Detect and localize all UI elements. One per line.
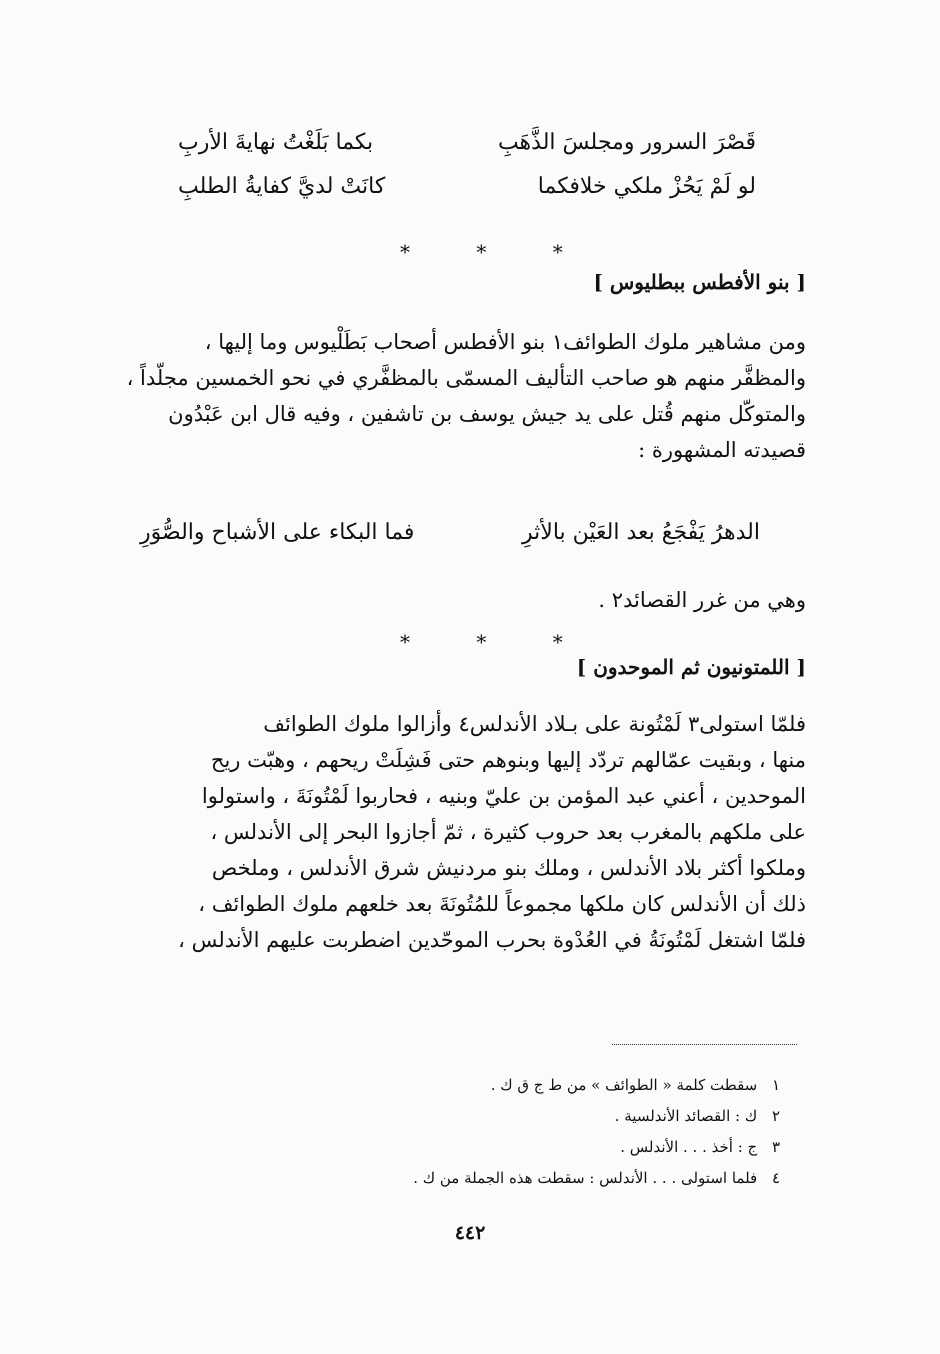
- verse-hemistich: فما البكاء على الأشباح والصُّوَرِ: [140, 520, 415, 545]
- footnote: [413, 1101, 780, 1132]
- verse-couplet: [140, 520, 760, 556]
- page-number: ٤٤٢: [454, 1222, 486, 1244]
- verse-hemistich: قَصْرَ السرور ومجلسَ الذَّهَبِ: [497, 130, 756, 155]
- section-separator: * * *: [400, 630, 593, 654]
- paragraph: [106, 706, 806, 958]
- footnote: [413, 1132, 780, 1163]
- paragraph-line: ذلك أن الأندلس كان ملكها مجموعاً للمُتُونَةَ بعد خلعهم ملوك الطوائف ،: [198, 892, 806, 916]
- paragraph: [106, 324, 806, 468]
- verse-hemistich: كانَتْ لديَّ كفايةُ الطلبِ: [178, 174, 386, 199]
- paragraph-line: على ملكهم بالمغرب بعد حروب كثيرة ، ثمّ أجازوا البحر إلى الأندلس ،: [210, 820, 806, 844]
- paragraph-line: وهي من غرر القصائد٢ .: [598, 588, 806, 612]
- paragraph-line: الموحدين ، أعني عبد المؤمن بن عليّ وبنيه ، فحاربوا لَمْتُونَةَ ، واستولوا: [201, 784, 806, 808]
- footnote-text: سقطت كلمة « الطوائف » من ط ج ق ك .: [490, 1076, 758, 1094]
- footnote-number: ٢: [771, 1107, 780, 1125]
- footnote-number: ٤: [771, 1169, 780, 1187]
- paragraph-line: فلمّا اشتغل لَمْتُونَةُ في العُدْوة بحرب الموحّدين اضطربت عليهم الأندلس ،: [178, 928, 806, 952]
- paragraph-line: قصيدته المشهورة :: [638, 438, 806, 462]
- footnotes: [413, 1070, 780, 1194]
- paragraph-line: والمتوكّل منهم قُتل على يد جيش يوسف بن تاشفين ، وفيه قال ابن عَبْدُون: [168, 402, 806, 426]
- paragraph-line: منها ، وبقيت عمّالهم تردّد إليها وبنوهم حتى فَشِلَتْ ريحهم ، وهبّت ريح: [210, 748, 806, 772]
- footnote-divider: [612, 1044, 797, 1045]
- verse-hemistich: بكما بَلَغْتُ نهايةَ الأربِ: [178, 130, 374, 155]
- paragraph-line: وملكوا أكثر بلاد الأندلس ، وملك بنو مردنيش شرق الأندلس ، وملخص: [211, 856, 806, 880]
- section-heading: [ اللمتونيون ثم الموحدون ]: [576, 655, 806, 679]
- footnote-text: فلما استولى . . . الأندلس : سقطت هذه الجملة من ك .: [413, 1169, 758, 1187]
- verse-hemistich: الدهرُ يَفْجَعُ بعد العَيْن بالأثرِ: [522, 520, 760, 545]
- footnote-number: ٣: [771, 1138, 780, 1156]
- section-heading: [ بنو الأفطس ببطليوس ]: [593, 270, 806, 294]
- paragraph-line: والمظفَّر منهم هو صاحب التأليف المسمّى بالمظفَّري في نحو الخمسين مجلّداً ،: [126, 366, 806, 390]
- paragraph-line: فلمّا استولى٣ لَمْتُونة على بـلاد الأندلس٤ وأزالوا ملوك الطوائف: [263, 712, 806, 736]
- footnote-text: ك : القصائد الأندلسية .: [614, 1107, 758, 1125]
- verse-couplet: [178, 130, 756, 210]
- paragraph-line: ومن مشاهير ملوك الطوائف١ بنو الأفطس أصحاب بَطَلْيوس وما إليها ،: [204, 330, 806, 354]
- footnote-text: ج : أخذ . . . الأندلس .: [620, 1138, 758, 1156]
- footnote-number: ١: [771, 1076, 780, 1094]
- footnote: [413, 1163, 780, 1194]
- footnote: [413, 1070, 780, 1101]
- section-separator: * * *: [400, 240, 593, 264]
- verse-hemistich: لو لَمْ يَحُزْ ملكي خلافكما: [537, 174, 756, 199]
